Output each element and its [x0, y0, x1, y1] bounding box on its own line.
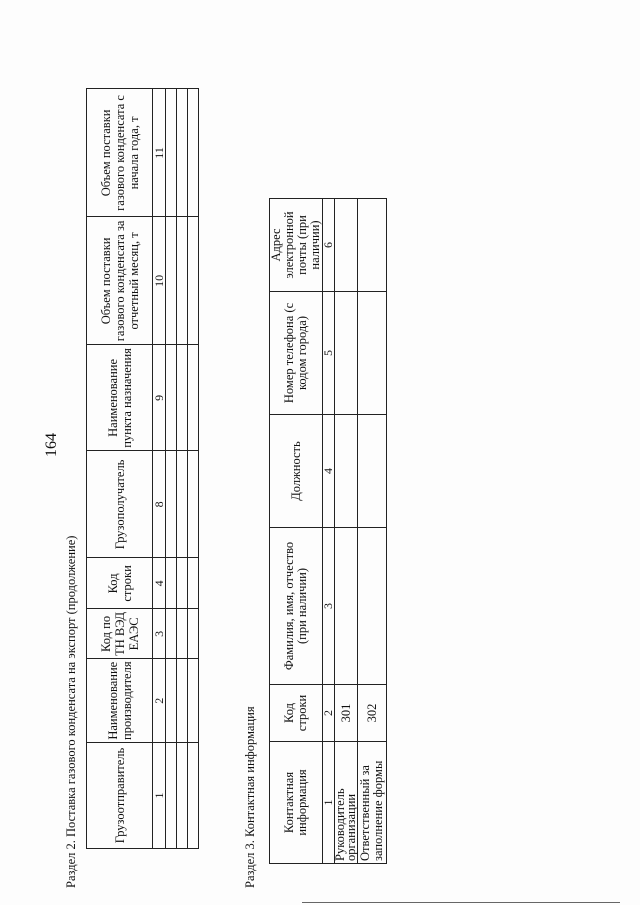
table-cell	[177, 558, 188, 609]
column-number: 4	[153, 558, 166, 609]
table-cell	[358, 528, 387, 685]
table-row	[335, 199, 358, 864]
section3-table	[269, 198, 387, 864]
table-cell	[166, 345, 177, 451]
table-cell	[358, 415, 387, 528]
table-cell	[177, 451, 188, 558]
table-cell	[335, 415, 358, 528]
table-cell	[188, 558, 199, 609]
section2-table	[86, 88, 199, 849]
row-code: 301	[335, 685, 358, 742]
column-number: 10	[153, 217, 166, 345]
header-cell: Код строки	[87, 558, 153, 609]
column-number: 2	[153, 659, 166, 743]
table-cell	[335, 199, 358, 292]
table-cell	[166, 217, 177, 345]
table-cell	[177, 743, 188, 849]
row-label: Руководитель организации	[335, 742, 358, 864]
column-number: 6	[323, 199, 335, 292]
table-cell	[188, 451, 199, 558]
table-cell	[177, 659, 188, 743]
table-cell	[335, 292, 358, 415]
column-number: 1	[323, 742, 335, 864]
table-cell	[166, 743, 177, 849]
section2-title: Раздел 2. Поставка газового конденсата на экспорт (продолжение)	[64, 535, 78, 888]
section2-empty-row	[177, 89, 188, 849]
table-cell	[166, 558, 177, 609]
column-number: 1	[153, 743, 166, 849]
section3-number-row	[323, 199, 335, 864]
section3-header-row	[270, 199, 323, 864]
section3-title: Раздел 3. Контактная информация	[243, 706, 257, 888]
table-cell	[177, 345, 188, 451]
column-number: 4	[323, 415, 335, 528]
row-code: 302	[358, 685, 387, 742]
section2-empty-row	[166, 89, 177, 849]
column-number: 9	[153, 345, 166, 451]
table-cell	[177, 89, 188, 217]
table-cell	[188, 217, 199, 345]
table-cell	[166, 609, 177, 659]
column-number: 3	[323, 528, 335, 685]
table-cell	[335, 528, 358, 685]
table-cell	[188, 743, 199, 849]
row-label: Ответственный за заполнение формы	[358, 742, 387, 864]
header-cell: Наименование производителя	[87, 659, 153, 743]
header-cell: Объем поставки газового конденсата за отчетный месяц, т	[87, 217, 153, 345]
table-cell	[188, 89, 199, 217]
section2-header-row	[87, 89, 153, 849]
header-cell: Фамилия, имя, отчество (при наличии)	[270, 528, 323, 685]
header-cell: Наименование пункта назначения	[87, 345, 153, 451]
table-cell	[188, 659, 199, 743]
header-cell: Номер телефона (с кодом города)	[270, 292, 323, 415]
table-cell	[166, 89, 177, 217]
column-number: 2	[323, 685, 335, 742]
column-number: 11	[153, 89, 166, 217]
section2-number-row	[153, 89, 166, 849]
table-cell	[188, 345, 199, 451]
column-number: 5	[323, 292, 335, 415]
header-cell: Объем поставки газового конденсата с начала года, т	[87, 89, 153, 217]
header-cell: Контактная информация	[270, 742, 323, 864]
table-cell	[358, 292, 387, 415]
section2-empty-row	[188, 89, 199, 849]
header-cell: Адрес электронной почты (при наличии)	[270, 199, 323, 292]
table-cell	[358, 199, 387, 292]
header-cell: Грузоотправитель	[87, 743, 153, 849]
table-cell	[177, 217, 188, 345]
header-cell: Код по ТН ВЭД ЕАЭС	[87, 609, 153, 659]
column-number: 8	[153, 451, 166, 558]
header-cell: Код строки	[270, 685, 323, 742]
column-number: 3	[153, 609, 166, 659]
header-cell: Грузополучатель	[87, 451, 153, 558]
table-row	[358, 199, 387, 864]
header-cell: Должность	[270, 415, 323, 528]
table-cell	[166, 451, 177, 558]
page-number: 164	[43, 433, 60, 457]
table-cell	[177, 609, 188, 659]
table-cell	[166, 659, 177, 743]
table-cell	[188, 609, 199, 659]
